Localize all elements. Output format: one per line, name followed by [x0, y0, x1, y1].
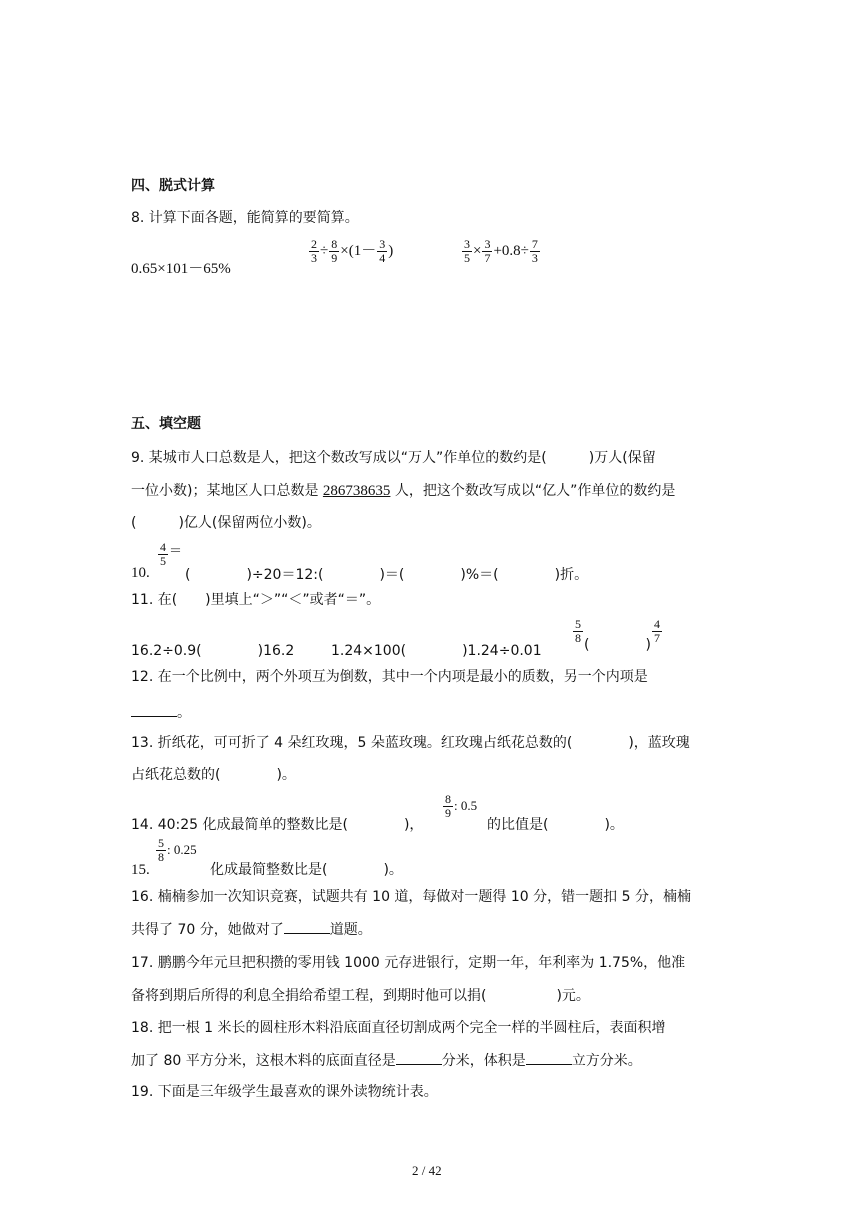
- fraction: $\frac{3}{7}$: [484, 237, 491, 265]
- q18-line-1: 18. 把一根 1 米长的圆柱形木料沿底面直径切割成两个完全一样的半圆柱后，表面积增: [131, 1020, 666, 1036]
- fraction: $\frac{5}{8}$: [575, 617, 581, 645]
- question-8-prompt: 8. 计算下面各题，能简算的要简算。: [131, 210, 359, 226]
- q15-ratio: $\frac{5}{8}$ : 0.25: [158, 836, 197, 864]
- q9-line-3: ( )亿人(保留两位小数)。: [131, 515, 321, 531]
- answer-blank[interactable]: [131, 702, 177, 717]
- q16-line-2: 共得了 70 分，她做对了 道题。: [131, 919, 372, 940]
- q8-expression-3: $\frac{3}{5}$ × $\frac{3}{7}$ +0.8÷ $\frac{7}{3}$: [464, 237, 538, 265]
- answer-blank[interactable]: [284, 919, 330, 934]
- q16-line-1: 16. 楠楠参加一次知识竞赛，试题共有 10 道，每做对一题得 10 分，错一题扣 5 分，楠楠: [131, 889, 691, 905]
- q15-body: 化成最简整数比是( )。: [210, 862, 403, 878]
- fraction: $\frac{4}{5}$: [160, 540, 166, 568]
- fraction: $\frac{8}{9}$: [331, 237, 338, 265]
- fraction: $\frac{2}{3}$: [311, 237, 317, 265]
- q11-compare-2: 1.24×100( )1.24÷0.01: [331, 643, 542, 659]
- fraction: $\frac{3}{5}$: [464, 237, 470, 265]
- q11-compare-3: $\frac{5}{8}$ ( ) $\frac{4}{7}$: [575, 617, 660, 653]
- q8-expression-2: $\frac{2}{3}$ ÷ $\frac{8}{9}$ ×(1－ $\frac{3}{4}$ ): [311, 237, 394, 265]
- fraction: $\frac{5}{8}$: [158, 836, 164, 864]
- section-4-heading: 四、脱式计算: [131, 178, 215, 194]
- q10-fraction: $\frac{4}{5}$ ＝: [160, 540, 183, 568]
- q12-line-1: 12. 在一个比例中，两个外项互为倒数，其中一个内项是最小的质数，另一个内项是: [131, 669, 648, 685]
- q10-body: ( )÷20＝12:( )＝( )%＝( )折。: [185, 567, 589, 583]
- fraction: $\frac{7}{3}$: [531, 237, 538, 265]
- fraction: $\frac{8}{9}$: [445, 792, 451, 820]
- q9-line-2: 一位小数)；某地区人口总数是 286738635 人，把这个数改写成以“亿人”作单位的数约是: [131, 483, 676, 499]
- q19-prompt: 19. 下面是三年级学生最喜欢的课外读物统计表。: [131, 1084, 438, 1100]
- q13-line-1: 13. 折纸花，可可折了 4 朵红玫瑰，5 朵蓝玫瑰。红玫瑰占纸花总数的( )，蓝玫瑰: [131, 735, 690, 751]
- q14-part-b: 的比值是( )。: [487, 817, 624, 833]
- section-5-heading: 五、填空题: [131, 416, 201, 432]
- answer-blank[interactable]: [396, 1050, 442, 1065]
- q17-line-2: 备将到期后所得的利息全捐给希望工程，到期时他可以捐( )元。: [131, 988, 590, 1004]
- fraction: $\frac{3}{4}$: [379, 237, 386, 265]
- q17-line-1: 17. 鹏鹏今年元旦把积攒的零用钱 1000 元存进银行，定期一年，年利率为 1.75%，他准: [131, 955, 686, 971]
- q14-part-a: 14. 40:25 化成最简单的整数比是( )，: [131, 817, 424, 833]
- q14-ratio: $\frac{8}{9}$ : 0.5: [445, 792, 478, 820]
- answer-blank[interactable]: [526, 1050, 572, 1065]
- q13-line-2: 占纸花总数的( )。: [131, 767, 296, 783]
- q11-compare-1: 16.2÷0.9( )16.2: [131, 643, 295, 659]
- q10-label: 10.: [131, 565, 150, 581]
- q11-prompt: 11. 在( )里填上“＞”“＜”或者“＝”。: [131, 592, 381, 608]
- page-number: 2 / 42: [412, 1163, 442, 1178]
- q9-line-1: 9. 某城市人口总数是人，把这个数改写成以“万人”作单位的数约是( )万人(保留: [131, 450, 656, 466]
- q15-label: 15.: [131, 862, 150, 878]
- q8-expression-1: 0.65×101－65%: [131, 261, 231, 277]
- q12-line-2: 。: [131, 702, 191, 723]
- q18-line-2: 加了 80 平方分米，这根木料的底面直径是 分米，体积是 立方分米。: [131, 1050, 642, 1071]
- fraction: $\frac{4}{7}$: [653, 617, 660, 645]
- population-number: 286738635: [322, 483, 391, 499]
